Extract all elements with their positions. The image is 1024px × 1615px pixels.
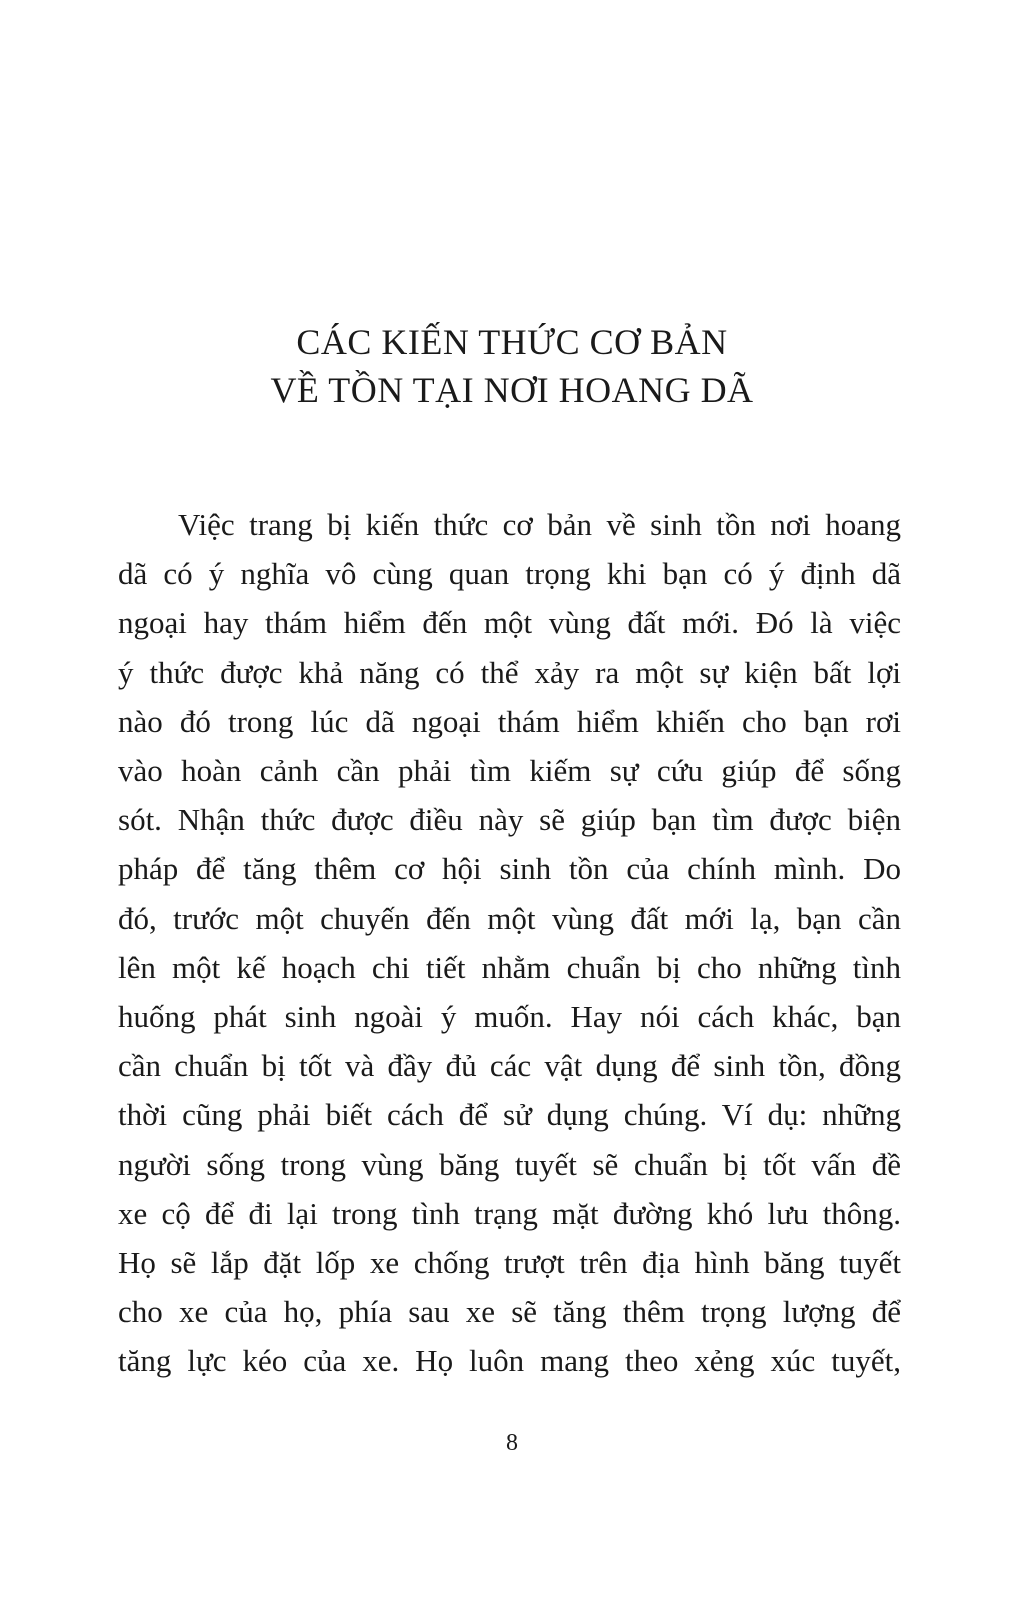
body-line-10: lên một kế hoạch chi tiết nhằm chuẩn bị cho những tình bbox=[118, 949, 901, 985]
body-line-15: xe cộ để đi lại trong tình trạng mặt đường khó lưu thông. bbox=[118, 1195, 901, 1231]
body-line-6: vào hoàn cảnh cần phải tìm kiếm sự cứu giúp để sống bbox=[118, 753, 901, 789]
body-line-7: sót. Nhận thức được điều này sẽ giúp bạn tìm được biện bbox=[118, 802, 901, 838]
body-paragraph bbox=[118, 500, 901, 1386]
body-line-11: huống phát sinh ngoài ý muốn. Hay nói cách khác, bạn bbox=[118, 999, 901, 1035]
body-line-17: cho xe của họ, phía sau xe sẽ tăng thêm trọng lượng để bbox=[118, 1294, 901, 1330]
body-line-2: dã có ý nghĩa vô cùng quan trọng khi bạn có ý định dã bbox=[118, 556, 901, 592]
chapter-title-line-2: VỀ TỒN TẠI NƠI HOANG DÃ bbox=[270, 370, 754, 410]
body-line-9: đó, trước một chuyến đến một vùng đất mới lạ, bạn cần bbox=[118, 900, 901, 936]
body-line-3: ngoại hay thám hiểm đến một vùng đất mới. Đó là việc bbox=[118, 605, 901, 641]
body-line-4: ý thức được khả năng có thể xảy ra một sự kiện bất lợi bbox=[118, 654, 901, 690]
body-line-1: Việc trang bị kiến thức cơ bản về sinh tồn nơi hoang bbox=[178, 507, 901, 542]
body-line-5: nào đó trong lúc dã ngoại thám hiểm khiến cho bạn rơi bbox=[118, 703, 901, 739]
body-line-8: pháp để tăng thêm cơ hội sinh tồn của chính mình. Do bbox=[118, 851, 901, 887]
chapter-title-line-1: CÁC KIẾN THỨC CƠ BẢN bbox=[296, 322, 728, 362]
body-line-18: tăng lực kéo của xe. Họ luôn mang theo xẻng xúc tuyết, bbox=[118, 1343, 901, 1379]
body-line-14: người sống trong vùng băng tuyết sẽ chuẩn bị tốt vấn đề bbox=[118, 1146, 901, 1182]
body-line-12: cần chuẩn bị tốt và đầy đủ các vật dụng để sinh tồn, đồng bbox=[118, 1048, 901, 1084]
body-line-13: thời cũng phải biết cách để sử dụng chúng. Ví dụ: những bbox=[118, 1097, 901, 1133]
body-line-16: Họ sẽ lắp đặt lốp xe chống trượt trên địa hình băng tuyết bbox=[118, 1245, 901, 1281]
page-number: 8 bbox=[506, 1430, 518, 1456]
chapter-title bbox=[0, 318, 1024, 414]
